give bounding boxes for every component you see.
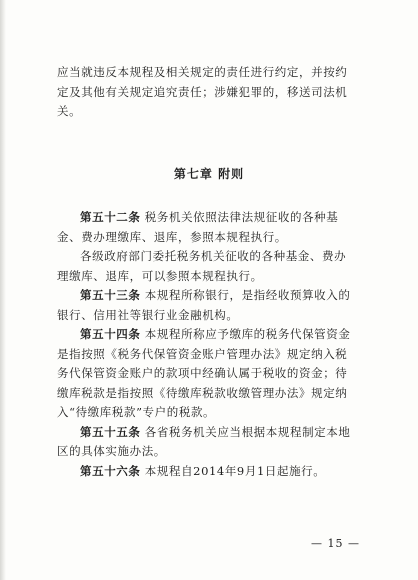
scan-edge-shadow	[0, 0, 6, 580]
article-text: 税务机关依照法律法规征收的各种基金、费办理缴库、退库，参照本规程执行。	[57, 210, 339, 244]
page-number: — 15 —	[311, 537, 360, 550]
article-52-extra: 各级政府部门委托税务机关征收的各种基金、费办理缴库、退库，可以参照本规程执行。	[57, 249, 347, 283]
article-text: 本规程所称应予缴库的税务代保管资金是指按照《税务代保管资金账户管理办法》规定纳入税务代保管资金账户的款项中经确认属于税收的资金；待缴库税款是指按照《待缴库税款收缴管理办法》规定纳入“待缴库税款”专户的税款。	[57, 327, 351, 419]
article-text: 本规程所称银行，是指经收预算收入的银行、信用社等银行业金融机构。	[57, 288, 351, 322]
article-number: 第五十三条	[80, 288, 141, 302]
article-56	[57, 462, 357, 482]
article-number: 第五十五条	[80, 424, 141, 439]
article-52	[57, 208, 357, 247]
article-number: 第五十六条	[80, 463, 141, 478]
articles-block	[57, 208, 357, 481]
article-text: 本规程自2014年9月1日起施行。	[144, 463, 326, 478]
chapter-title: 第七章 附则	[173, 167, 245, 181]
article-53	[57, 286, 357, 325]
article-54	[57, 325, 357, 423]
continued-paragraph-block	[57, 63, 357, 122]
continued-paragraph: 应当就违反本规程及相关规定的责任进行约定，并按约定及其他有关规定追究责任；涉嫌犯罪的，移送司法机关。	[57, 65, 348, 118]
article-number: 第五十二条	[80, 210, 141, 224]
article-55	[57, 423, 357, 462]
article-text: 各省税务机关应当根据本规程制定本地区的具体实施办法。	[57, 424, 351, 458]
article-number: 第五十四条	[80, 327, 141, 341]
